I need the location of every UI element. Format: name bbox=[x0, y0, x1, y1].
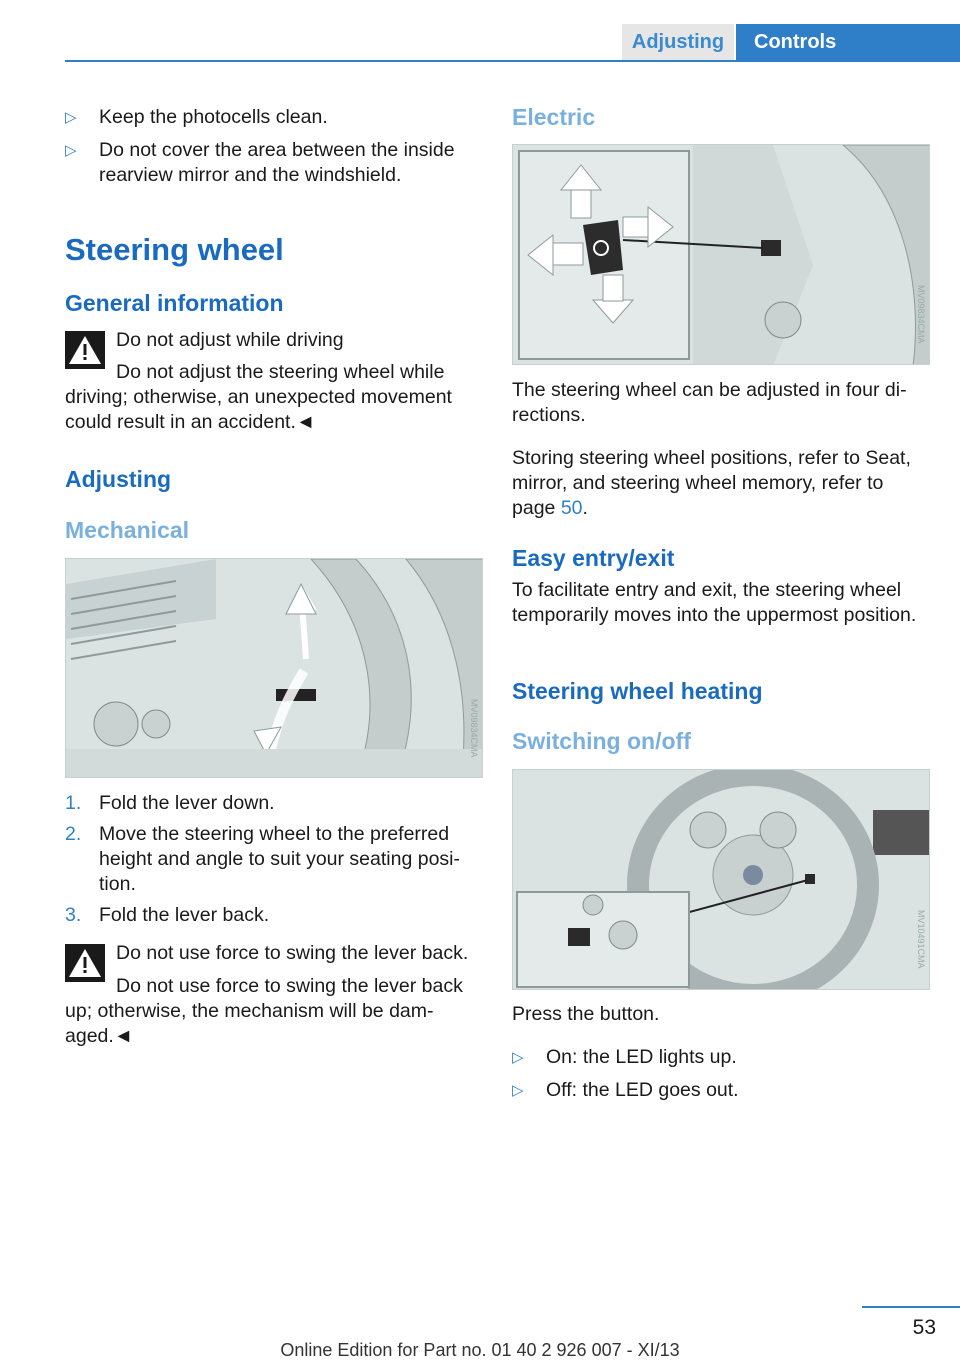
electric-adjustment-illustration bbox=[512, 144, 930, 365]
warning-title: Do not use force to swing the lever back. bbox=[116, 942, 469, 964]
footer-rule bbox=[862, 1306, 960, 1308]
warning-text: Do not adjust the steering wheel while driving; otherwise, an unexpected movement could result in an accident.◄ bbox=[65, 361, 452, 433]
electric-description: The steering wheel can be adjusted in four directions. bbox=[512, 379, 907, 426]
mechanical-heading: Mechanical bbox=[65, 517, 189, 543]
steering-wheel-heating-illustration bbox=[512, 769, 930, 990]
easy-entry-text: To facilitate entry and exit, the steering wheel temporarily moves into the uppermost position. bbox=[512, 579, 917, 626]
header-section-tab[interactable]: Adjusting bbox=[622, 24, 734, 60]
steering-wheel-heating-heading: Steering wheel heating bbox=[512, 678, 763, 704]
page-number: 53 bbox=[912, 1316, 936, 1339]
list-item: 1. Fold the lever down. bbox=[65, 792, 275, 814]
steps-list bbox=[65, 791, 475, 928]
warning-text: Do not use force to swing the lever back up; otherwise, the mechanism will be damaged.◄ bbox=[65, 975, 463, 1047]
page-reference-link[interactable]: 50 bbox=[560, 497, 583, 519]
warning-title: Do not adjust while driving bbox=[116, 329, 344, 351]
list-item: ▷ On: the LED lights up. bbox=[512, 1046, 737, 1068]
list-item: ▷ Keep the photocells clean. bbox=[65, 106, 328, 128]
figure-code: MV09834CMA bbox=[469, 699, 479, 758]
press-button-text: Press the button. bbox=[512, 1003, 660, 1025]
triangle-bullet-icon: ▷ bbox=[65, 142, 77, 159]
mechanical-adjustment-illustration bbox=[65, 558, 483, 778]
triangle-bullet-icon: ▷ bbox=[512, 1049, 524, 1066]
triangle-bullet-icon: ▷ bbox=[512, 1082, 524, 1099]
figure-code: MV09834CMA bbox=[916, 285, 926, 344]
page-title: Steering wheel bbox=[65, 232, 284, 267]
left-bullets bbox=[65, 105, 475, 188]
electric-heading: Electric bbox=[512, 104, 596, 130]
edition-footer: Online Edition for Part no. 01 40 2 926 007 - XI/13 bbox=[280, 1340, 680, 1360]
list-item: 3. Fold the lever back. bbox=[65, 904, 270, 926]
switching-heading: Switching on/off bbox=[512, 728, 691, 754]
triangle-bullet-icon: ▷ bbox=[65, 109, 77, 126]
adjusting-heading: Adjusting bbox=[65, 466, 172, 492]
easy-entry-heading: Easy entry/exit bbox=[512, 545, 675, 571]
header-chapter-tab[interactable]: Controls bbox=[736, 24, 960, 60]
general-information-heading: General information bbox=[65, 290, 284, 316]
heating-bullets bbox=[512, 1045, 932, 1103]
storing-positions-text: Storing steering wheel positions, refer to Seat, mirror, and steering wheel memory, refer to page 50. bbox=[512, 447, 911, 519]
list-item: ▷ Off: the LED goes out. bbox=[512, 1079, 739, 1101]
figure-code: MV10491CMA bbox=[916, 910, 926, 969]
list-item: 2. Move the steering wheel to the preferred height and angle to suit your seating position. bbox=[65, 823, 460, 895]
list-item: ▷ Do not cover the area between the inside rearview mirror and the windshield. bbox=[65, 139, 455, 186]
header-rule bbox=[65, 60, 960, 62]
